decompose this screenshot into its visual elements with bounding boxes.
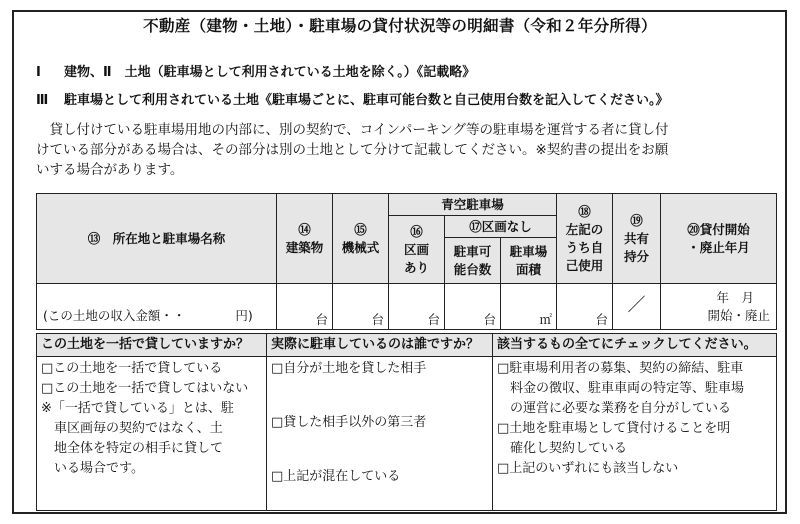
checkbox-lump-sum-no[interactable]: □この土地を一括で貸してはいない <box>41 381 249 396</box>
option-continuation: 確化し契約している <box>497 441 628 456</box>
building-count-cell[interactable] <box>277 284 333 330</box>
question-who-parks: 実際に駐車しているのは誰ですか？ <box>267 334 493 357</box>
instruction-paragraph <box>36 120 776 180</box>
checkbox-third-party[interactable]: □貸した相手以外の第三者 <box>271 415 427 430</box>
header-area: 駐車場 面積 <box>501 238 557 284</box>
unit-label: 台 <box>595 312 608 327</box>
spacer <box>271 433 488 467</box>
unit-label: 台 <box>371 312 384 327</box>
header-building: ⑭ 建築物 <box>277 194 333 284</box>
header-period: ⑳貸付開始 ・廃止年月 <box>661 194 777 284</box>
header-self-use: ⑱ 左記の うち自 己使用 <box>557 194 613 284</box>
section-number: Ⅲ <box>36 93 49 108</box>
paragraph-line: いする場合があります。 <box>36 162 184 178</box>
checkbox-none[interactable]: □上記のいずれにも該当しない <box>497 461 679 476</box>
unit-label: 台 <box>427 312 440 327</box>
section-number: Ⅰ <box>36 65 41 80</box>
check-table <box>36 333 777 511</box>
form-title: 不動産（建物・土地）・駐車場の貸付状況等の明細書（令和２年分所得） <box>143 17 657 35</box>
note-line: いる場合です。 <box>41 461 144 476</box>
area-cell[interactable] <box>501 284 557 330</box>
parking-table <box>36 193 777 330</box>
header-no-section: ⑰区画なし <box>445 216 557 238</box>
unit-label: ㎡ <box>539 312 552 327</box>
income-amount-cell[interactable]: (この土地の収入金額・・ 円) <box>37 284 277 330</box>
checkbox-contract[interactable]: □土地を駐車場として貸付けることを明 <box>497 421 731 436</box>
share-cell[interactable] <box>613 284 661 330</box>
capacity-cell[interactable] <box>445 284 501 330</box>
option-continuation: の運営に必要な業務を自分がしている <box>497 401 732 416</box>
unit-label: 台 <box>315 312 328 327</box>
note-line: 車区画毎の契約ではなく、土 <box>41 421 223 436</box>
option-continuation: 料金の徴収、駐車車両の特定等、駐車場 <box>497 381 745 396</box>
mechanical-count-cell[interactable] <box>333 284 389 330</box>
header-with-section: ⑯ 区画 あり <box>389 216 445 284</box>
paragraph-line: 貸し付けている駐車場用地の内部に、別の契約で、コインパーキング等の駐車場を運営する者に貸し付 <box>36 122 669 138</box>
applicable-options <box>493 357 777 511</box>
year-month-label: 年 月 <box>716 289 754 305</box>
section-text: 駐車場として利用されている土地《駐車場ごとに、駐車可能台数と自己使用台数を記入してください。》 <box>64 93 669 108</box>
header-mechanical: ⑮ 機械式 <box>333 194 389 284</box>
spacer <box>271 379 488 413</box>
self-use-cell[interactable] <box>557 284 613 330</box>
checkbox-operations[interactable]: □駐車場利用者の募集、契約の締結、駐車 <box>497 361 744 376</box>
period-cell[interactable] <box>661 284 777 330</box>
section-text: 建物、Ⅱ 土地（駐車場として利用されている土地を除く。）《記載略》 <box>64 65 476 80</box>
question-check-all: 該当するもの全てにチェックしてください。 <box>493 334 777 357</box>
section-3 <box>36 89 669 108</box>
header-open-air: 青空駐車場 <box>389 194 557 216</box>
lump-sum-options <box>37 357 267 511</box>
header-location: ⑬ 所在地と駐車場名称 <box>37 194 277 284</box>
share-slash: ／ <box>627 295 646 316</box>
checkbox-lump-sum-yes[interactable]: □この土地を一括で貸している <box>41 361 223 376</box>
paragraph-line: けている部分がある場合は、その部分は別の土地として分けて記載してください。※契約書の提出をお願 <box>36 142 669 158</box>
header-capacity: 駐車可 能台数 <box>445 238 501 284</box>
unit-label: 台 <box>483 312 496 327</box>
question-lump-sum: この土地を一括で貸していますか？ <box>37 334 267 357</box>
header-share: ⑲ 共有 持分 <box>613 194 661 284</box>
start-end-label: 開始・廃止 <box>707 307 770 323</box>
who-parks-options <box>267 357 493 511</box>
section-count-cell[interactable] <box>389 284 445 330</box>
section-1-2 <box>36 61 475 80</box>
note-line: 地全体を特定の相手に貸して <box>41 441 224 456</box>
checkbox-lessee[interactable]: □自分が土地を貸した相手 <box>271 361 427 376</box>
checkbox-mixed[interactable]: □上記が混在している <box>271 469 401 484</box>
note-line: ※「一括で貸している」とは、駐 <box>41 401 234 416</box>
